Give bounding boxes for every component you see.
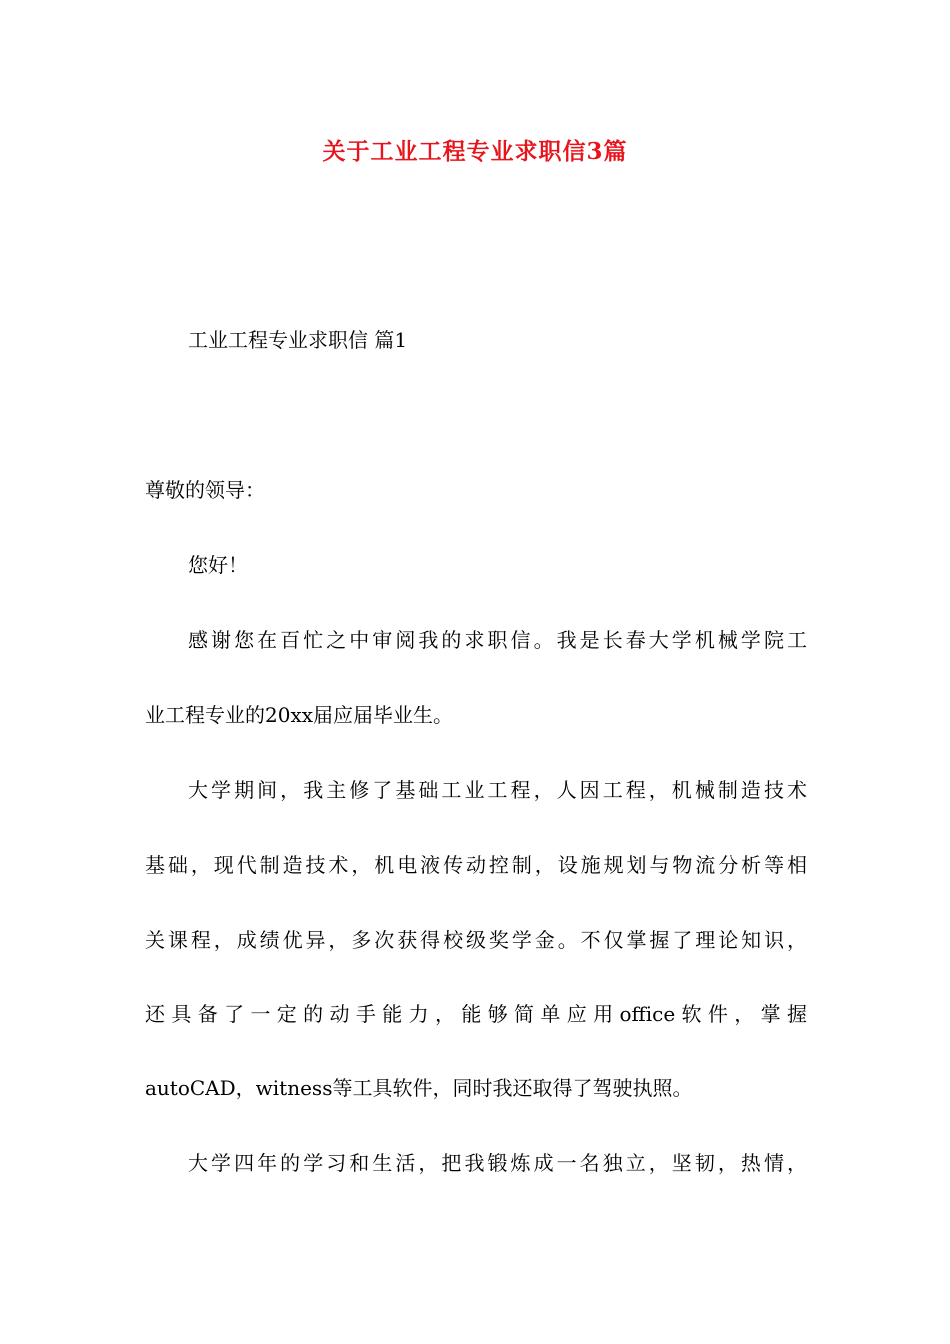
paragraph-1-line-1: 感谢您在百忙之中审阅我的求职信。我是长春大学机械学院工 bbox=[188, 628, 807, 652]
salutation: 尊敬的领导： bbox=[145, 478, 265, 502]
paragraph-2-line-4: 还具备了一定的动手能力，能够简单应用office软件，掌握 bbox=[145, 1002, 807, 1026]
paragraph-2-line-2: 基础，现代制造技术，机电液传动控制，设施规划与物流分析等相 bbox=[145, 853, 807, 877]
paragraph-2-line-5: autoCAD，witness等工具软件，同时我还取得了驾驶执照。 bbox=[145, 1076, 693, 1100]
paragraph-2-line-1: 大学期间，我主修了基础工业工程，人因工程，机械制造技术 bbox=[188, 778, 807, 802]
paragraph-2-line-3: 关课程，成绩优异，多次获得校级奖学金。不仅掌握了理论知识， bbox=[145, 928, 807, 952]
document-title: 关于工业工程专业求职信3篇 bbox=[322, 138, 628, 165]
paragraph-3-line-1: 大学四年的学习和生活，把我锻炼成一名独立，坚韧，热情， bbox=[188, 1151, 807, 1175]
section-heading: 工业工程专业求职信 篇1 bbox=[188, 328, 408, 352]
paragraph-1-line-2: 业工程专业的20xx届应届毕业生。 bbox=[145, 703, 454, 727]
greeting: 您好！ bbox=[188, 553, 248, 577]
